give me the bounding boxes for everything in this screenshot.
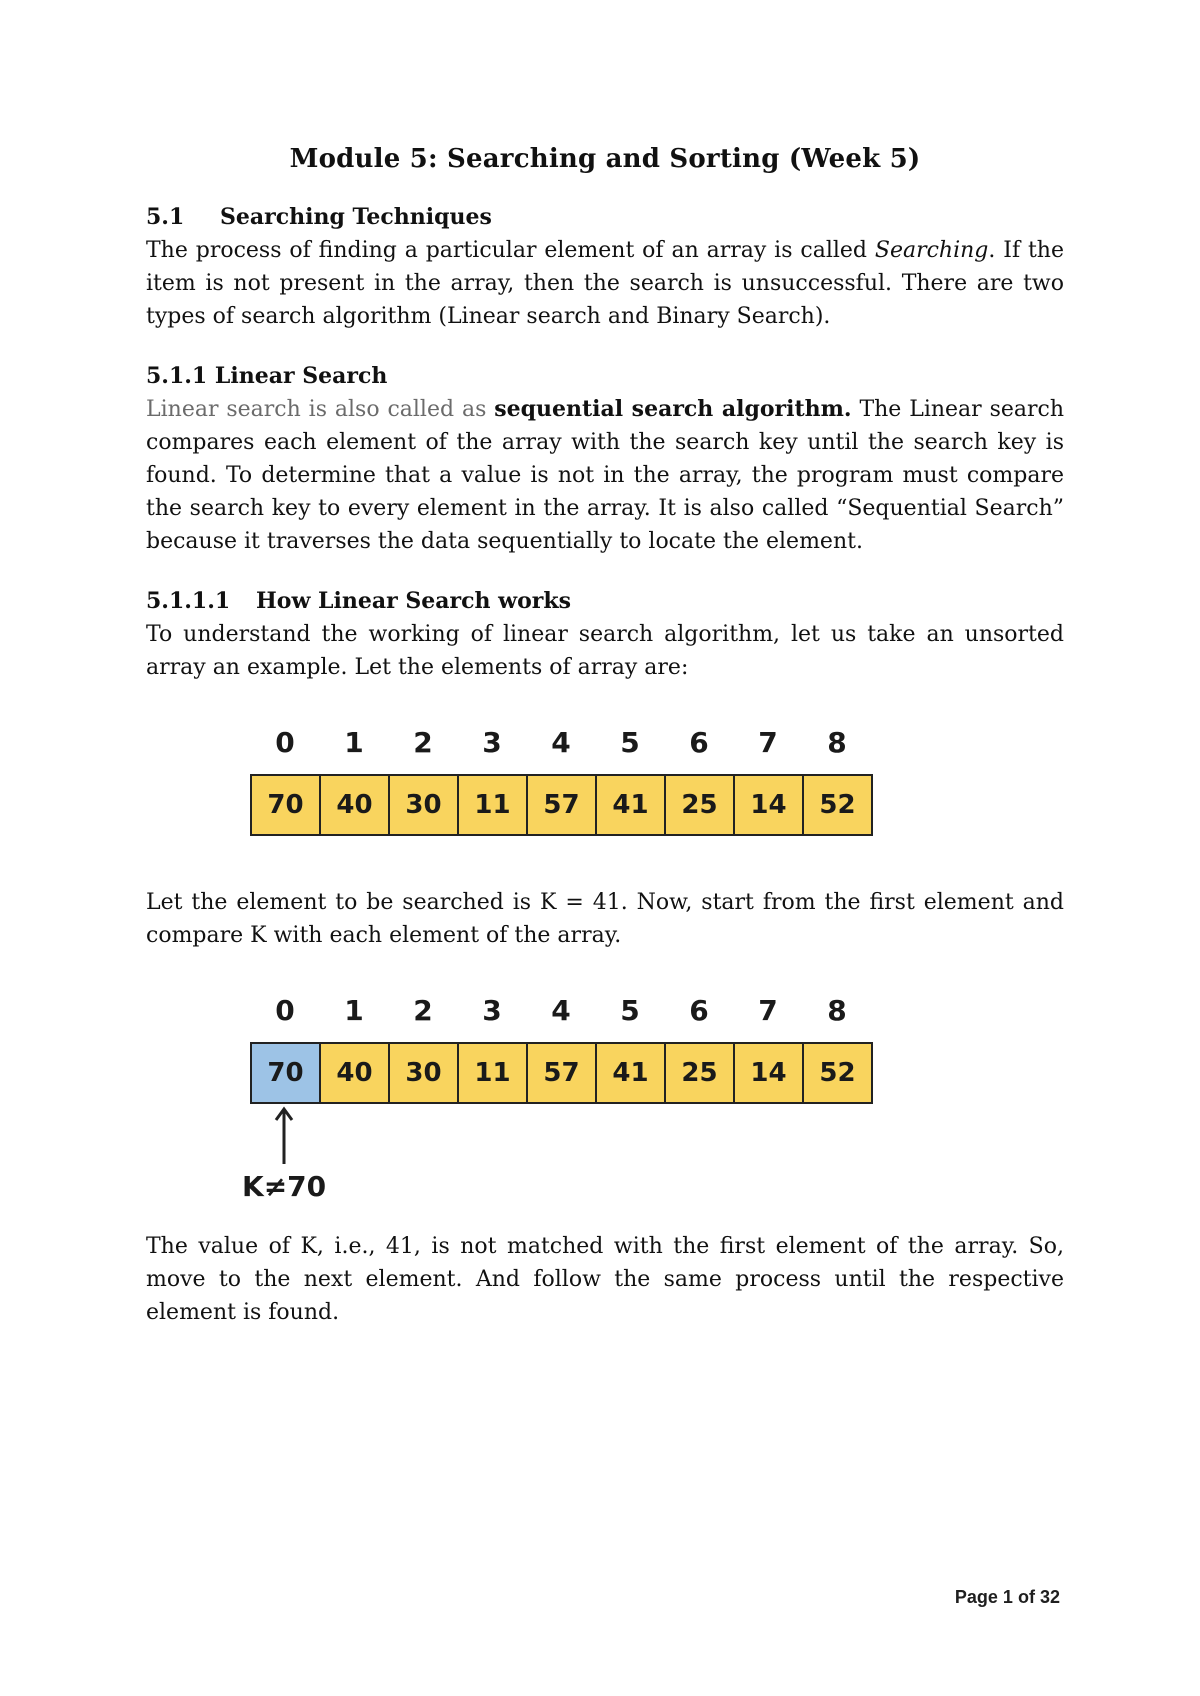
array-index-1: 1 xyxy=(344,994,364,1027)
array-cell-7: 14 xyxy=(735,1044,804,1102)
section-number: 5.1.1.1 xyxy=(146,588,231,614)
array-cell-1: 40 xyxy=(321,1044,390,1102)
bold-term: sequential search algorithm. xyxy=(494,396,852,422)
section-heading-5-1-1-1 xyxy=(146,588,1064,614)
section-title: Searching Techniques xyxy=(220,204,492,230)
array-index-8: 8 xyxy=(827,994,847,1027)
text-run: . If the item is not present in the array, then the search is unsuccessful. There are two types of search algorithm (Linear search and Binary Search). xyxy=(146,238,1064,329)
array-cell-6: 25 xyxy=(666,776,735,834)
array-index-0: 0 xyxy=(275,726,295,759)
array-cell-7: 14 xyxy=(735,776,804,834)
up-arrow-icon xyxy=(250,1106,319,1166)
array-cell-8: 52 xyxy=(804,776,871,834)
paragraph-search-key: Let the element to be searched is K = 41. Now, start from the first element and compare K with each element of the array. xyxy=(146,890,1064,948)
array-cell-5: 41 xyxy=(597,776,666,834)
array-cell-4: 57 xyxy=(528,776,597,834)
array-index-7: 7 xyxy=(758,726,778,759)
array-index-4: 4 xyxy=(551,726,571,759)
paragraph-searching-intro xyxy=(146,234,1064,333)
array-cell-5: 41 xyxy=(597,1044,666,1102)
paragraph-after-compare: The value of K, i.e., 41, is not matched with the first element of the array. So, move to the next element. And follow the same process until the respective element is found. xyxy=(146,1234,1064,1325)
array-cell-4: 57 xyxy=(528,1044,597,1102)
array-cell-6: 25 xyxy=(666,1044,735,1102)
emphasis-searching: Searching xyxy=(874,238,989,263)
array-figure-2 xyxy=(146,994,1064,1210)
array-index-3: 3 xyxy=(482,726,502,759)
page-number: 1 xyxy=(1002,1587,1013,1607)
array-cell-8: 52 xyxy=(804,1044,871,1102)
array-index-0: 0 xyxy=(275,994,295,1027)
array-index-8: 8 xyxy=(827,726,847,759)
array-cells xyxy=(250,774,873,836)
array-index-2: 2 xyxy=(413,994,433,1027)
array-index-3: 3 xyxy=(482,994,502,1027)
text-run: Linear search is also called as xyxy=(146,397,495,422)
section-heading-5-1 xyxy=(146,204,1064,230)
of-word: of xyxy=(1017,1587,1035,1607)
array-index-6: 6 xyxy=(689,726,709,759)
array-index-4: 4 xyxy=(551,994,571,1027)
array-index-5: 5 xyxy=(620,726,640,759)
page-title: Module 5: Searching and Sorting (Week 5) xyxy=(289,144,921,174)
array-cell-0: 70 xyxy=(252,776,321,834)
array-cell-0: 70 xyxy=(252,1044,321,1102)
page-content xyxy=(146,144,1064,1329)
section-heading-5-1-1: 5.1.1 Linear Search xyxy=(146,363,388,389)
array-index-1: 1 xyxy=(344,726,364,759)
page-word: Page xyxy=(954,1587,998,1607)
array-cell-3: 11 xyxy=(459,776,528,834)
text-run: The process of finding a particular element of an array is called xyxy=(146,238,875,263)
section-number: 5.1 xyxy=(146,204,185,230)
array-cell-2: 30 xyxy=(390,776,459,834)
paragraph-linear-search xyxy=(146,393,1064,558)
array-cells xyxy=(250,1042,873,1104)
array-cell-3: 11 xyxy=(459,1044,528,1102)
text-run: The Linear search compares each element of the array with the search key until the search key is found. To determine that a value is not in the array, the program must compare the search key to every element in the array. It is also called “Sequential Search” because it traverses the data sequentially to locate the element. xyxy=(146,397,1064,554)
total-pages: 32 xyxy=(1039,1587,1060,1607)
paragraph-how-it-works: To understand the working of linear search algorithm, let us take an unsorted array an example. Let the elements of array are: xyxy=(146,622,1064,680)
array-cell-2: 30 xyxy=(390,1044,459,1102)
array-index-7: 7 xyxy=(758,994,778,1027)
array-index-6: 6 xyxy=(689,994,709,1027)
page-footer xyxy=(955,1587,1060,1608)
section-title: How Linear Search works xyxy=(256,588,571,614)
array-figure-1 xyxy=(146,726,1064,844)
array-index-2: 2 xyxy=(413,726,433,759)
k-not-equal-label: K≠70 xyxy=(242,1170,327,1203)
array-cell-1: 40 xyxy=(321,776,390,834)
array-index-5: 5 xyxy=(620,994,640,1027)
